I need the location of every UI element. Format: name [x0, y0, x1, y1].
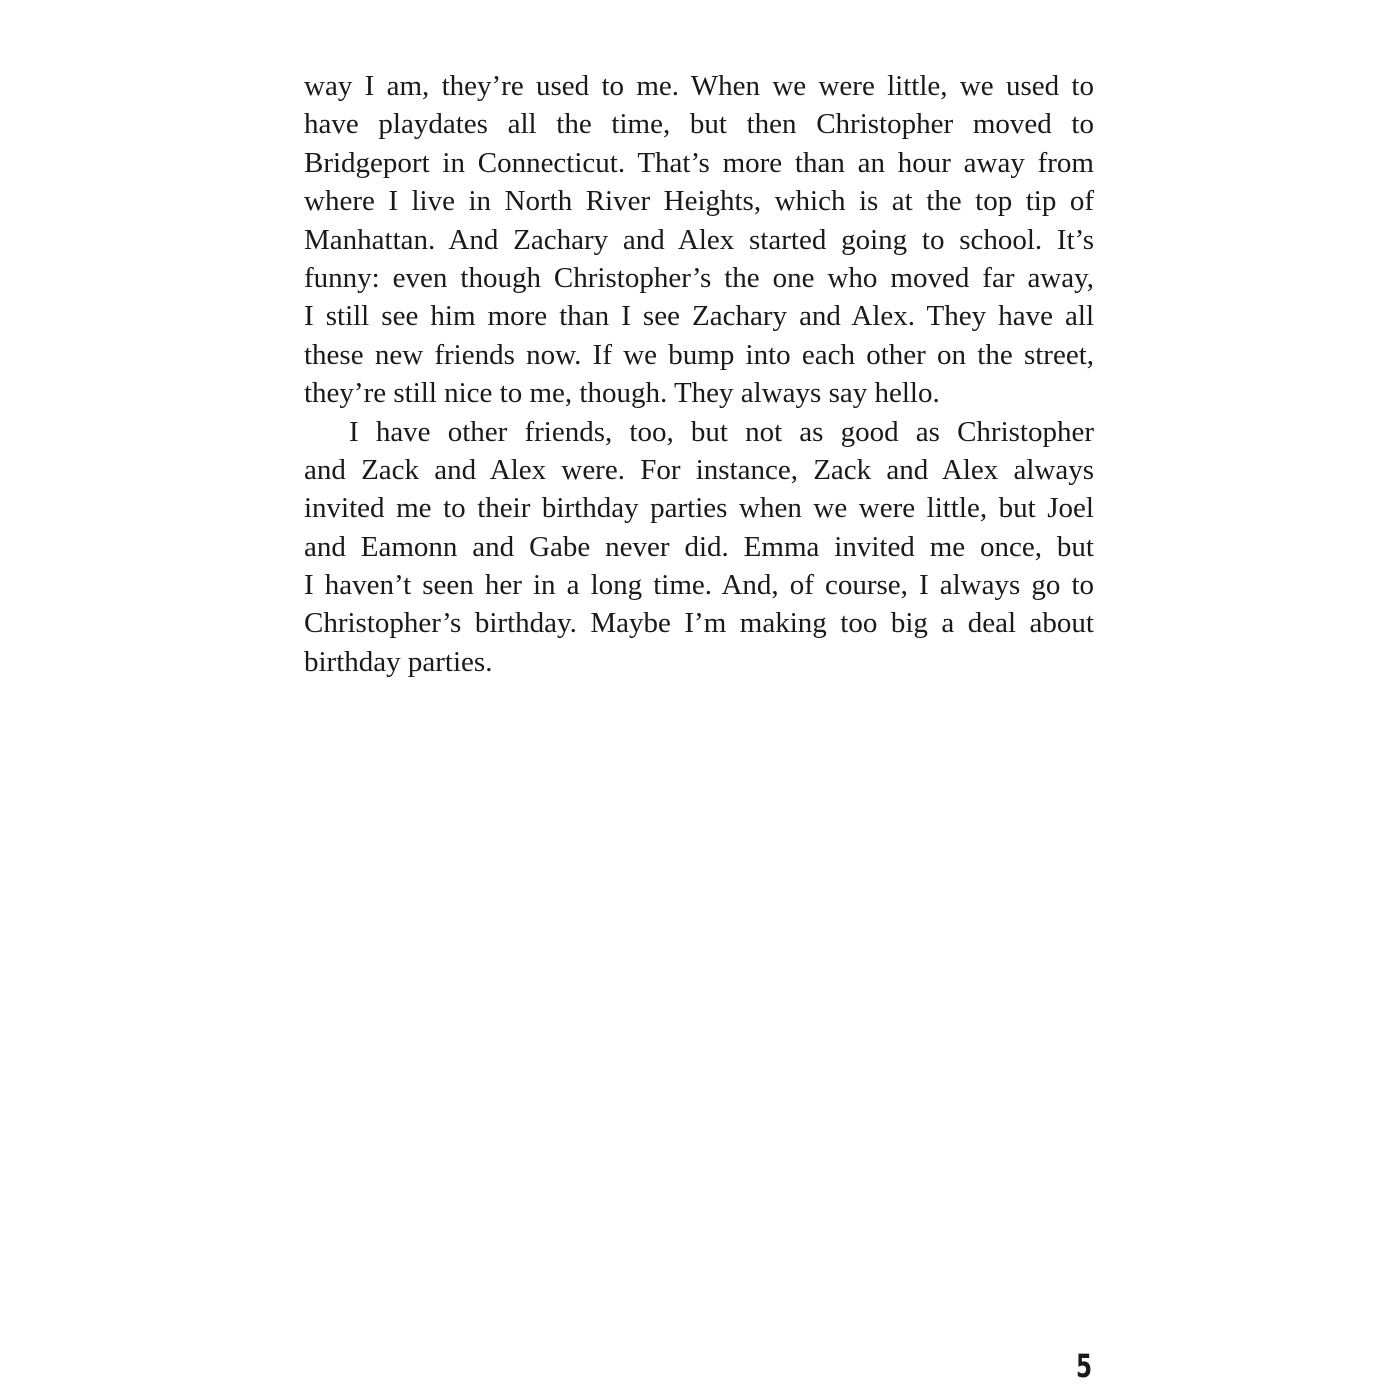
paragraph-2	[304, 413, 1094, 682]
text-line: and Eamonn and Gabe never did. Emma invited me once, but	[304, 530, 1094, 563]
text-line: have playdates all the time, but then Christopher moved to	[304, 108, 1094, 141]
text-line: these new friends now. If we bump into each other on the street,	[304, 338, 1094, 371]
text-line: funny: even though Christopher’s the one who moved far away,	[304, 261, 1094, 294]
body-text	[304, 67, 1094, 681]
text-line: they’re still nice to me, though. They always say hello.	[304, 377, 940, 410]
paragraph-1	[304, 67, 1094, 413]
text-line: where I live in North River Heights, which is at the top tip of	[304, 185, 1094, 218]
text-line: Christopher’s birthday. Maybe I’m making too big a deal about	[304, 607, 1094, 640]
text-line: birthday parties.	[304, 645, 493, 678]
text-line: Manhattan. And Zachary and Alex started going to school. It’s	[304, 223, 1094, 256]
text-line: way I am, they’re used to me. When we were little, we used to	[304, 70, 1094, 102]
text-line: I still see him more than I see Zachary and Alex. They have all	[304, 300, 1094, 333]
text-line: and Zack and Alex were. For instance, Zack and Alex always	[304, 453, 1094, 486]
text-line: invited me to their birthday parties when we were little, but Joel	[304, 492, 1094, 525]
text-line: I haven’t seen her in a long time. And, of course, I always go to	[304, 569, 1094, 602]
text-line: I have other friends, too, but not as good as Christopher	[349, 415, 1094, 448]
page-number: 5	[1076, 1347, 1093, 1385]
text-line: Bridgeport in Connecticut. That’s more than an hour away from	[304, 146, 1094, 179]
